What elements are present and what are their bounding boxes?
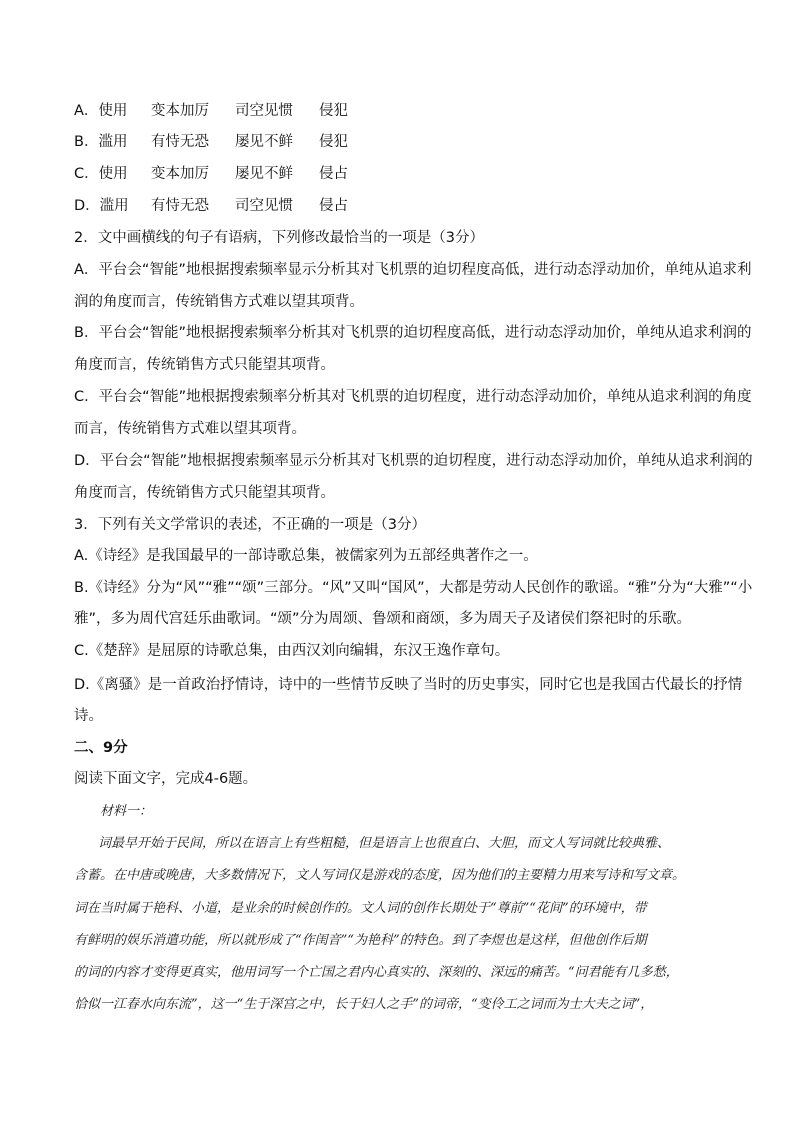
q2-line: 角度而言，传统销售方式只能望其项背。 bbox=[74, 485, 335, 501]
q1-option-d bbox=[74, 196, 474, 216]
option-label: C．使用 bbox=[74, 166, 128, 182]
q3-line: 诗。 bbox=[74, 708, 103, 724]
option-word-2: 屡见不鲜 bbox=[235, 166, 293, 182]
passage-line: 的词的内容才变得更真实，他用词写一个亡国之君内心真实的、深刻的、深远的痛苦。“问君能有几多愁， bbox=[74, 965, 679, 980]
q2-line: B．平台会“智能”地根据搜索频率分析其对飞机票的迫切程度高低，进行动态浮动加价，单纯从追求利润的 bbox=[74, 325, 752, 341]
option-label: B．滥用 bbox=[74, 134, 128, 150]
q3-line: 雅”，多为周代宫廷乐曲歌词。“颂”分为周颂、鲁颂和商颂，多为周天子及诸侯们祭祀时的乐歌。 bbox=[74, 611, 692, 627]
option-word-3: 侵犯 bbox=[319, 103, 348, 119]
q2-line: C．平台会“智能”地根据搜索频率分析其对飞机票的迫切程度，进行动态浮动加价，单纯从追求利润的角度 bbox=[74, 389, 752, 405]
option-word-3: 侵犯 bbox=[319, 134, 348, 150]
option-word-1: 有恃无恐 bbox=[151, 134, 209, 150]
option-word-3: 侵占 bbox=[319, 166, 348, 182]
option-word-1: 变本加厉 bbox=[151, 166, 209, 182]
passage-line: 词最早开始于民间，所以在语言上有些粗糙，但是语言上也很直白、大胆，而文人写词就比较典雅、 bbox=[98, 836, 671, 851]
passage-line: 恰似一江春水向东流”，这一“生于深宫之中，长于妇人之手”的词帝，“变伶工之词而为士大夫之词”， bbox=[74, 997, 654, 1012]
q3-line: C.《楚辞》是屈原的诗歌总集，由西汉刘向编辑，东汉王逸作章句。 bbox=[74, 643, 510, 659]
q2-line: 润的角度而言，传统销售方式难以望其项背。 bbox=[74, 294, 364, 310]
q1-option-c bbox=[74, 164, 474, 184]
q2-line: A．平台会“智能”地根据搜索频率显示分析其对飞机票的迫切程度高低，进行动态浮动加价，单纯从追求利 bbox=[74, 262, 752, 278]
q3-line: B.《诗经》分为“风”“雅”“颂”三部分。“风”又叫“国风”，大都是劳动人民创作的歌谣。“雅”分为“大雅”“小 bbox=[74, 580, 753, 596]
section-heading: 二、9分 bbox=[74, 740, 128, 756]
passage-line: 含蓄。在中唐或晚唐，大多数情况下，文人写词仅是游戏的态度，因为他们的主要精力用来写诗和写文章。 bbox=[74, 868, 686, 883]
q2-line: 角度而言，传统销售方式只能望其项背。 bbox=[74, 357, 335, 373]
material-label: 材料一： bbox=[100, 804, 153, 819]
option-word-1: 变本加厉 bbox=[151, 103, 209, 119]
q3-stem: 3．下列有关文学常识的表述，不正确的一项是（3分） bbox=[74, 517, 426, 533]
q3-line: A.《诗经》是我国最早的一部诗歌总集，被儒家列为五部经典著作之一。 bbox=[74, 548, 538, 564]
passage-line: 词在当时属于艳科、小道，是业余的时候创作的。文人词的创作长期处于“尊前”“花间”的环境中，带 bbox=[74, 901, 647, 916]
q1-option-b bbox=[74, 132, 474, 152]
option-word-2: 屡见不鲜 bbox=[235, 134, 293, 150]
option-label: D．滥用 bbox=[74, 198, 129, 214]
option-label: A．使用 bbox=[74, 103, 128, 119]
q2-line: D．平台会“智能”地根据搜索频率显示分析其对飞机票的迫切程度，进行动态浮动加价，单纯从追求利润的 bbox=[74, 453, 753, 469]
q3-line: D.《离骚》是一首政治抒情诗，诗中的一些情节反映了当时的历史事实，同时它也是我国古代最长的抒情 bbox=[74, 677, 743, 693]
q1-option-a bbox=[74, 101, 474, 121]
option-word-3: 侵占 bbox=[319, 198, 348, 214]
passage-line: 有鲜明的娱乐消遣功能，所以就形成了“作闺音”“为艳科”的特色。到了李煜也是这样，但他创作后期 bbox=[74, 933, 647, 948]
section-instruction: 阅读下面文字，完成4-6题。 bbox=[74, 771, 258, 787]
option-word-2: 司空见惯 bbox=[235, 198, 293, 214]
option-word-2: 司空见惯 bbox=[235, 103, 293, 119]
q2-stem: 2．文中画横线的句子有语病，下列修改最恰当的一项是（3分） bbox=[74, 230, 484, 246]
option-word-1: 有恃无恐 bbox=[151, 198, 209, 214]
q2-line: 而言，传统销售方式难以望其项背。 bbox=[74, 421, 306, 437]
